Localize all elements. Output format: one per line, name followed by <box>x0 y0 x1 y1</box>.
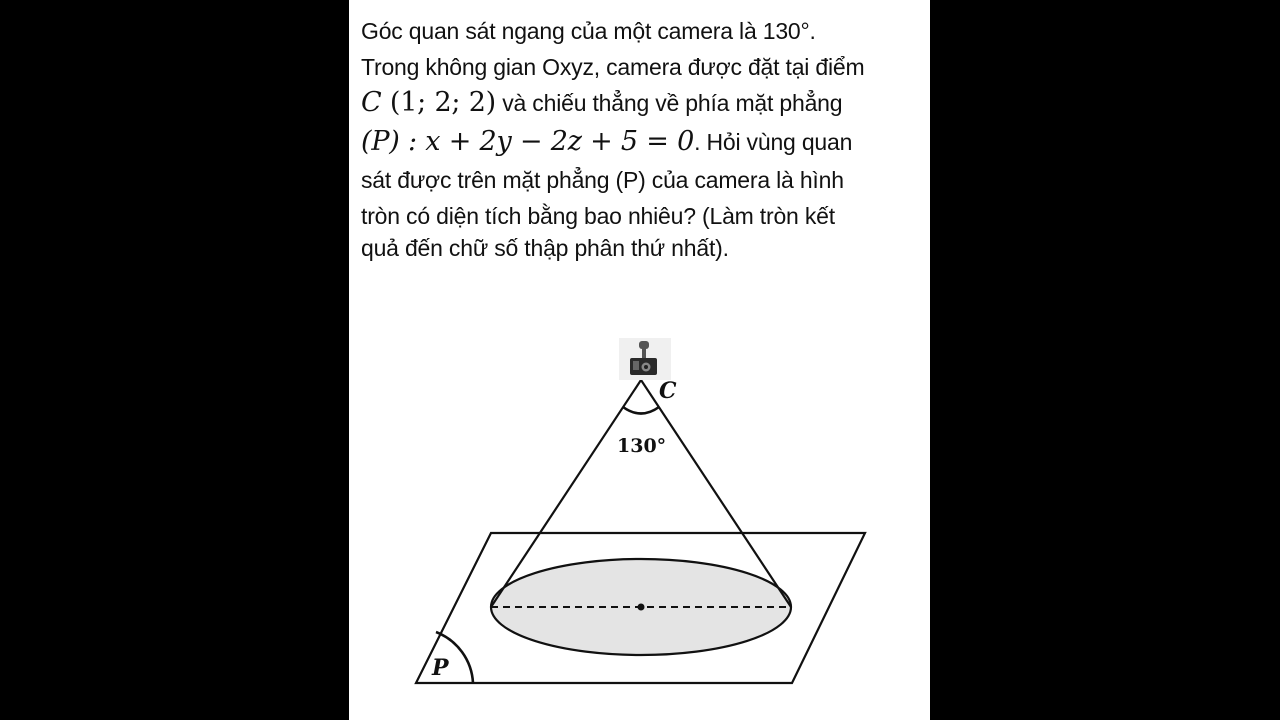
angle-label: 130° <box>617 435 667 457</box>
question-line-4: (P) : x + 2y − 2z + 5 = 0. Hỏi vùng quan <box>361 126 853 157</box>
camera-icon <box>619 338 671 380</box>
cone-diagram <box>349 330 930 720</box>
plane-label: P <box>432 655 449 681</box>
question-line-2: Trong không gian Oxyz, camera được đặt tại điểm <box>361 54 865 80</box>
question-line-3: C (1; 2; 2) và chiếu thẳng về phía mặt phẳng <box>361 87 843 118</box>
camera-label: C <box>659 378 677 404</box>
plane-equation-math: (P) : x + 2y − 2z + 5 = 0 <box>361 126 695 157</box>
question-line-7: quả đến chữ số thập phân thứ nhất). <box>361 235 729 261</box>
question-line-6: tròn có diện tích bằng bao nhiêu? (Làm tròn kết <box>361 203 835 229</box>
question-line-1: Góc quan sát ngang của một camera là 130°. <box>361 18 816 44</box>
center-point <box>638 604 645 611</box>
document-page <box>349 0 930 720</box>
question-line-5: sát được trên mặt phẳng (P) của camera là hình <box>361 167 844 193</box>
question-text <box>361 12 927 264</box>
cone-diagram-svg <box>349 330 930 720</box>
apex-angle-arc <box>623 407 659 414</box>
point-c-math: C (1; 2; 2) <box>361 87 497 118</box>
